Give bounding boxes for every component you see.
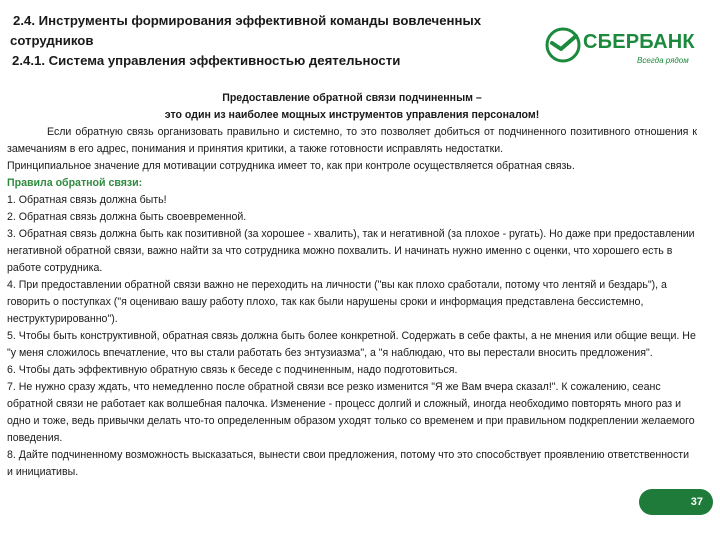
title-line-1: 2.4. Инструменты формирования эффективной команды вовлеченных xyxy=(13,13,482,28)
sberbank-logo-icon xyxy=(545,27,581,63)
rule-item: 7. Не нужно сразу ждать, что немедленно после обратной связи все резко изменится "Я же Вам вчера сказал!". К сожалению, сеанс обратной связи не работает как волшебная палочка. Изменение - процесс долгий и сложный, иногда необходимо повторять много раз и одно и тоже, ведь привычки делать что-то определенным образом уходят только со временем и при правильном подкреплении желаемого поведения. xyxy=(7,381,695,444)
slide-body xyxy=(7,90,697,481)
body-heading-line-2: это один из наиболее мощных инструментов управления персоналом! xyxy=(164,109,540,121)
intro-paragraph: Если обратную связь организовать правильно и системно, то это позволяет добиться от подчиненного позитивного отношения к замечаниям в его адрес, понимания и принятия критики, а также готовности исправлять недостатки. xyxy=(7,126,697,155)
brand-name: СБЕРБАНК xyxy=(583,31,695,53)
slide-header xyxy=(0,0,720,78)
slide-title xyxy=(10,11,530,71)
title-line-3: 2.4.1. Система управления эффективностью деятельности xyxy=(12,53,401,68)
brand-tagline: Всегда рядом xyxy=(637,56,689,65)
rule-item: 3. Обратная связь должна быть как позитивной (за хорошее - хвалить), так и негативной (за плохое - ругать). Но даже при предоставлении негативной обратной связи, важно найти за что сотрудника можно похвалить. И начинать нужно именно с оценки, что хорошего есть в работе сотрудника. xyxy=(7,228,695,274)
rules-heading: Правила обратной связи: xyxy=(7,177,143,189)
rule-item: 8. Дайте подчиненному возможность высказаться, вынести свои предложения, потому что это способствует проявлению ответственности и инициативы. xyxy=(7,449,690,478)
rule-item: 4. При предоставлении обратной связи важно не переходить на личности ("вы как плохо сработали, потому что лентяй и бездарь"), а говорить о поступках ("я оцениваю вашу работу плохо, так как были нарушены сроки и информация представлена бессистемно, неструктурированно"). xyxy=(7,279,667,325)
sberbank-logo xyxy=(545,27,705,71)
rule-item: 2. Обратная связь должна быть своевременной. xyxy=(7,211,247,223)
title-line-2: сотрудников xyxy=(10,33,94,48)
page-number-badge: 37 xyxy=(639,489,713,515)
motivation-paragraph: Принципиальное значение для мотивации сотрудника имеет то, как при контроле осуществляется обратная связь. xyxy=(7,160,575,172)
rule-item: 5. Чтобы быть конструктивной, обратная связь должна быть более конкретной. Содержать в себе факты, а не мнения или общие вещи. Не "у меня сложилось впечатление, что вы стали работать без энтузиазма", а "я наблюдаю, что вы перестали вносить предложения". xyxy=(7,330,696,359)
body-heading-line-1: Предоставление обратной связи подчиненным – xyxy=(222,92,482,104)
rule-item: 1. Обратная связь должна быть! xyxy=(7,194,167,206)
rule-item: 6. Чтобы дать эффективную обратную связь к беседе с подчиненным, надо подготовиться. xyxy=(7,364,458,376)
